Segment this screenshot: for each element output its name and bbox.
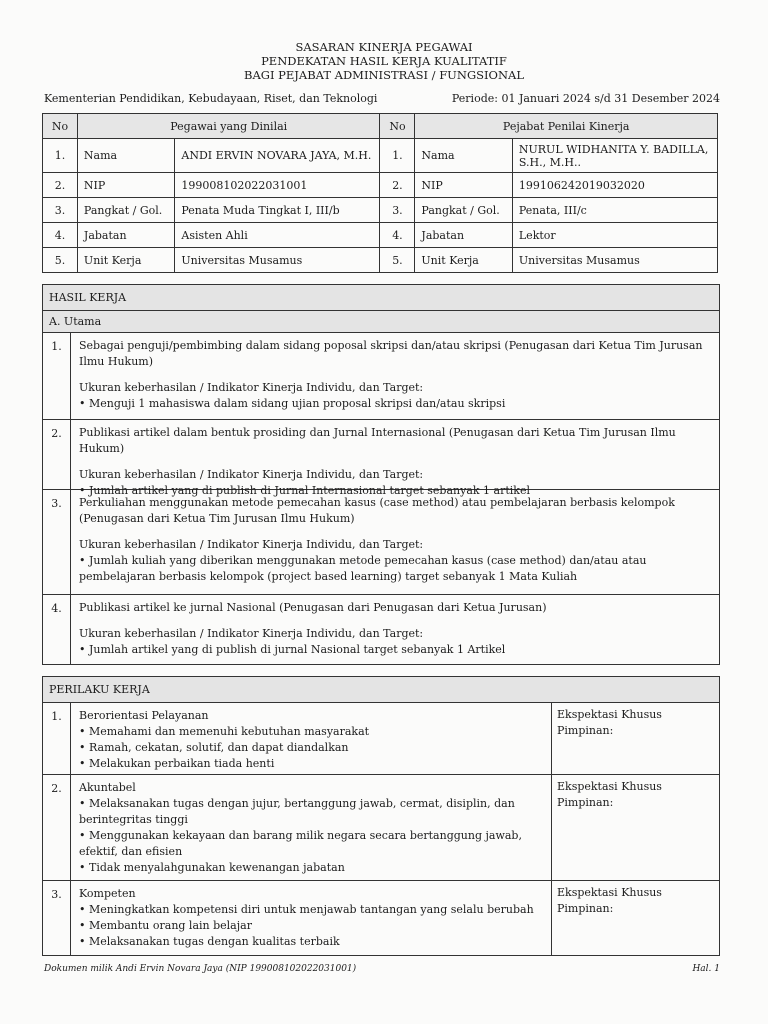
field-label: Unit Kerja xyxy=(77,248,174,273)
institution-name: Kementerian Pendidikan, Kebudayaan, Riset, dan Teknologi xyxy=(44,92,378,105)
behavior-point: • Melakukan perbaikan tiada henti xyxy=(79,757,275,770)
item-text: Sebagai penguji/pembimbing dalam sidang poposal skripsi dan/atau skripsi (Penugasan dari Ketua Tim Jurusan Ilmu Hukum) xyxy=(79,339,703,368)
item-number: 3. xyxy=(43,881,71,955)
behavior-point: • Meningkatkan kompetensi diri untuk menjawab tantangan yang selalu berubah xyxy=(79,903,534,916)
assessor-nip: 199106242019032020 xyxy=(512,173,717,198)
row-number: 4. xyxy=(43,223,78,248)
item-number: 1. xyxy=(43,703,71,774)
row-number: 2. xyxy=(380,173,415,198)
item-number: 1. xyxy=(43,333,71,419)
field-label: Jabatan xyxy=(77,223,174,248)
field-label: Nama xyxy=(77,139,174,173)
field-label: Pangkat / Gol. xyxy=(415,198,512,223)
behavior-title: Berorientasi Pelayanan xyxy=(79,709,209,722)
item-text: Publikasi artikel dalam bentuk prosiding dan Jurnal Internasional (Penugasan dari Ketua Tim Jurusan Ilmu Hukum) xyxy=(79,426,676,455)
behavior-point: • Melaksanakan tugas dengan jujur, bertanggung jawab, cermat, disiplin, dan berintegritas tinggi xyxy=(79,797,515,826)
hasil-kerja-section xyxy=(42,284,720,665)
row-number: 2. xyxy=(43,173,78,198)
identity-row xyxy=(43,248,718,273)
row-number: 3. xyxy=(43,198,78,223)
row-number: 1. xyxy=(380,139,415,173)
header-employee: Pegawai yang Dinilai xyxy=(77,114,380,139)
document-title xyxy=(0,40,768,82)
item-number: 2. xyxy=(43,420,71,489)
item-target: • Jumlah artikel yang di publish di jurnal Nasional target sebanyak 1 Artikel xyxy=(79,643,506,656)
behavior-item xyxy=(43,775,719,881)
row-number: 5. xyxy=(43,248,78,273)
identity-header-row xyxy=(43,114,718,139)
leader-expectation: Ekspektasi Khusus Pimpinan: xyxy=(551,881,719,955)
indicator-label: Ukuran keberhasilan / Indikator Kinerja Individu, dan Target: xyxy=(79,381,424,394)
hasil-kerja-heading: HASIL KERJA xyxy=(43,285,719,311)
behavior-point: • Ramah, cekatan, solutif, dan dapat diandalkan xyxy=(79,741,349,754)
leader-expectation: Ekspektasi Khusus Pimpinan: xyxy=(551,775,719,880)
header-no: No xyxy=(43,114,78,139)
work-item xyxy=(43,595,719,664)
field-label: NIP xyxy=(77,173,174,198)
indicator-label: Ukuran keberhasilan / Indikator Kinerja Individu, dan Target: xyxy=(79,468,424,481)
footer-owner: Dokumen milik Andi Ervin Novara Jaya (NIP 199008102022031001) xyxy=(44,964,357,974)
leader-expectation: Ekspektasi Khusus Pimpinan: xyxy=(551,703,719,774)
behavior-title: Akuntabel xyxy=(79,781,136,794)
identity-row xyxy=(43,223,718,248)
work-item xyxy=(43,420,719,497)
assessor-unit: Universitas Musamus xyxy=(512,248,717,273)
behavior-item xyxy=(43,881,719,955)
behavior-point: • Tidak menyalahgunakan kewenangan jabatan xyxy=(79,861,345,874)
title-line-1: SASARAN KINERJA PEGAWAI xyxy=(295,40,473,54)
employee-unit: Universitas Musamus xyxy=(175,248,380,273)
row-number: 1. xyxy=(43,139,78,173)
employee-position: Asisten Ahli xyxy=(175,223,380,248)
behavior-point: • Membantu orang lain belajar xyxy=(79,919,252,932)
header-no-2: No xyxy=(380,114,415,139)
behavior-point: • Melaksanakan tugas dengan kualitas terbaik xyxy=(79,935,340,948)
identity-row xyxy=(43,139,718,173)
field-label: Nama xyxy=(415,139,512,173)
field-label: NIP xyxy=(415,173,512,198)
row-number: 4. xyxy=(380,223,415,248)
page-footer xyxy=(44,964,720,974)
assessor-rank: Penata, III/c xyxy=(512,198,717,223)
field-label: Pangkat / Gol. xyxy=(77,198,174,223)
page-number: Hal. 1 xyxy=(692,964,720,974)
row-number: 5. xyxy=(380,248,415,273)
period-text: Periode: 01 Januari 2024 s/d 31 Desember 2024 xyxy=(451,92,720,105)
title-line-2: PENDEKATAN HASIL KERJA KUALITATIF xyxy=(261,54,507,68)
identity-row xyxy=(43,198,718,223)
identity-table xyxy=(42,113,718,273)
item-target: • Jumlah artikel yang di publish di Jurnal Internasional target sebanyak 1 artikel xyxy=(79,484,530,497)
field-label: Jabatan xyxy=(415,223,512,248)
employee-nip: 199008102022031001 xyxy=(175,173,380,198)
identity-row xyxy=(43,173,718,198)
work-item xyxy=(43,333,719,420)
behavior-point: • Menggunakan kekayaan dan barang milik negara secara bertanggung jawab, efektif, dan efisien xyxy=(79,829,522,858)
item-target: • Menguji 1 mahasiswa dalam sidang ujian proposal skripsi dan/atau skripsi xyxy=(79,397,506,410)
title-line-3: BAGI PEJABAT ADMINISTRASI / FUNGSIONAL xyxy=(244,68,524,82)
utama-subheading: A. Utama xyxy=(43,311,719,333)
item-text: Publikasi artikel ke jurnal Nasional (Penugasan dari Penugasan dari Ketua Jurusan) xyxy=(79,601,547,614)
behavior-item xyxy=(43,703,719,775)
employee-name: ANDI ERVIN NOVARA JAYA, M.H. xyxy=(175,139,380,173)
behavior-point: • Memahami dan memenuhi kebutuhan masyarakat xyxy=(79,725,370,738)
item-text: Perkuliahan menggunakan metode pemecahan kasus (case method) atau pembelajaran berbasis kelompok (Penugasan dari Ketua Tim Jurusan Ilmu Hukum) xyxy=(79,496,675,525)
item-number: 3. xyxy=(43,490,71,594)
row-number: 3. xyxy=(380,198,415,223)
work-item xyxy=(43,490,719,595)
employee-rank: Penata Muda Tingkat I, III/b xyxy=(175,198,380,223)
perilaku-kerja-section xyxy=(42,676,720,956)
item-number: 2. xyxy=(43,775,71,880)
field-label: Unit Kerja xyxy=(415,248,512,273)
header-assessor: Pejabat Penilai Kinerja xyxy=(415,114,718,139)
perilaku-kerja-heading: PERILAKU KERJA xyxy=(43,677,719,703)
item-target: • Jumlah kuliah yang diberikan menggunakan metode pemecahan kasus (case method) dan/atau atau pembelajaran berbasis kelompok (project based learning) target sebanyak 1 Mata Kuliah xyxy=(79,554,647,583)
assessor-name: NURUL WIDHANITA Y. BADILLA, S.H., M.H.. xyxy=(512,139,717,173)
assessor-position: Lektor xyxy=(512,223,717,248)
behavior-title: Kompeten xyxy=(79,887,136,900)
item-number: 4. xyxy=(43,595,71,664)
indicator-label: Ukuran keberhasilan / Indikator Kinerja Individu, dan Target: xyxy=(79,627,424,640)
indicator-label: Ukuran keberhasilan / Indikator Kinerja Individu, dan Target: xyxy=(79,538,424,551)
